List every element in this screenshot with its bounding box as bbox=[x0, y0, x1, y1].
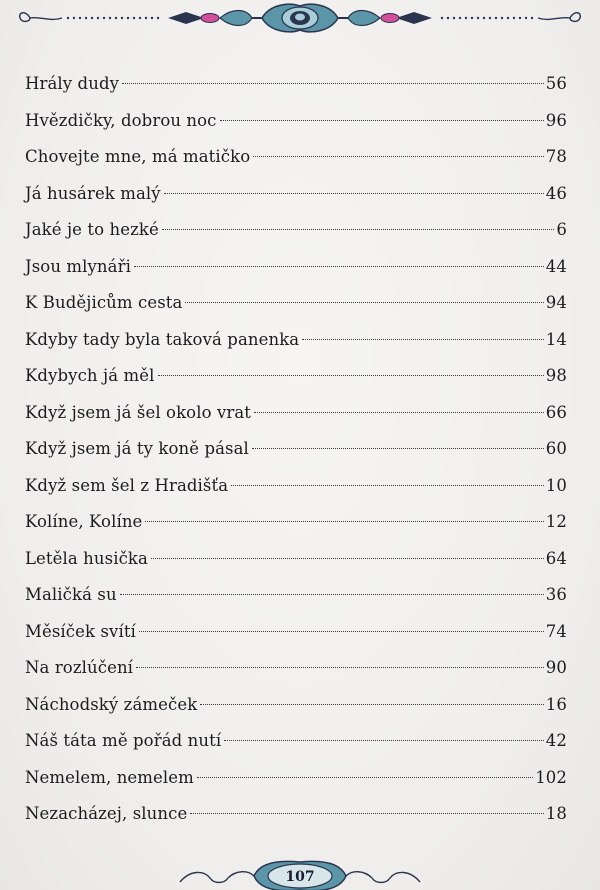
toc-entry-title: Jaké je to hezké bbox=[25, 220, 159, 239]
dot-leader bbox=[224, 740, 544, 741]
toc-entry bbox=[25, 139, 567, 176]
page-number: 107 bbox=[285, 869, 315, 885]
dot-leader bbox=[302, 339, 544, 340]
toc-entry bbox=[25, 760, 567, 797]
toc-entry-page: 16 bbox=[545, 694, 567, 714]
toc-entry-page: 94 bbox=[545, 293, 567, 312]
dot-leader bbox=[134, 266, 544, 267]
dot-leader bbox=[197, 777, 533, 778]
toc-entry-page: 98 bbox=[545, 366, 567, 385]
toc-entry bbox=[25, 687, 567, 724]
dot-leader bbox=[231, 485, 544, 486]
toc-entry bbox=[25, 395, 567, 432]
toc-entry bbox=[25, 358, 567, 395]
toc-entry-page: 90 bbox=[545, 658, 567, 677]
toc-entry-title: Hrály dudy bbox=[25, 74, 120, 93]
toc-entry-title: Na rozlúčení bbox=[25, 658, 134, 677]
table-of-contents bbox=[25, 66, 567, 833]
toc-entry-title: Letěla husička bbox=[25, 548, 148, 568]
toc-entry-title: Když sem šel z Hradišťa bbox=[25, 475, 229, 495]
toc-entry-title: Maličká su bbox=[25, 585, 117, 604]
toc-entry bbox=[25, 577, 567, 614]
toc-entry-page: 102 bbox=[535, 767, 567, 787]
toc-entry-title: Náš táta mě pořád nutí bbox=[25, 731, 222, 750]
dot-leader bbox=[139, 631, 544, 632]
toc-entry-title: Nemelem, nemelem bbox=[25, 767, 194, 787]
dot-leader bbox=[252, 448, 544, 449]
toc-entry-title: Kdyby tady byla taková panenka bbox=[25, 329, 300, 349]
dot-leader bbox=[253, 156, 544, 157]
toc-entry-title: Měsíček svítí bbox=[25, 621, 136, 641]
dot-leader bbox=[151, 558, 544, 559]
toc-entry bbox=[25, 66, 567, 103]
dot-leader bbox=[200, 704, 543, 705]
toc-entry-title: Když jsem já šel okolo vrat bbox=[25, 402, 252, 422]
dot-leader bbox=[190, 813, 543, 814]
toc-entry bbox=[25, 650, 567, 687]
dot-leader bbox=[220, 120, 544, 121]
dot-leader bbox=[254, 412, 544, 413]
toc-entry-page: 36 bbox=[545, 585, 567, 604]
toc-entry-page: 10 bbox=[545, 475, 567, 495]
toc-entry bbox=[25, 468, 567, 505]
toc-entry bbox=[25, 504, 567, 541]
toc-entry-title: Hvězdičky, dobrou noc bbox=[25, 110, 217, 130]
toc-entry-title: Já husárek malý bbox=[25, 183, 161, 203]
dot-leader bbox=[162, 229, 555, 230]
toc-entry-title: K Budějicům cesta bbox=[25, 293, 183, 312]
toc-entry-page: 42 bbox=[545, 731, 567, 750]
toc-entry-page: 18 bbox=[545, 804, 567, 823]
dot-leader bbox=[185, 302, 543, 303]
toc-entry bbox=[25, 723, 567, 760]
toc-entry bbox=[25, 796, 567, 833]
toc-entry-title: Chovejte mne, má matičko bbox=[25, 147, 251, 166]
toc-entry-page: 64 bbox=[545, 548, 567, 568]
toc-entry-title: Kolíne, Kolíne bbox=[25, 512, 143, 531]
toc-entry bbox=[25, 431, 567, 468]
toc-entry bbox=[25, 103, 567, 140]
header-ornament bbox=[0, 0, 600, 34]
toc-entry-page: 46 bbox=[545, 183, 567, 203]
toc-entry bbox=[25, 249, 567, 286]
toc-entry-title: Když jsem já ty koně pásal bbox=[25, 439, 249, 458]
toc-entry-title: Kdybych já měl bbox=[25, 366, 155, 385]
toc-entry bbox=[25, 285, 567, 322]
toc-entry-title: Jsou mlynáři bbox=[25, 256, 131, 276]
toc-entry-page: 12 bbox=[545, 512, 567, 531]
toc-entry-page: 66 bbox=[545, 402, 567, 422]
dot-leader bbox=[145, 521, 543, 522]
toc-entry-page: 56 bbox=[545, 74, 567, 93]
toc-entry-page: 14 bbox=[545, 329, 567, 349]
dot-leader bbox=[136, 667, 544, 668]
toc-entry-title: Náchodský zámeček bbox=[25, 694, 198, 714]
toc-entry bbox=[25, 614, 567, 651]
toc-entry-page: 60 bbox=[545, 439, 567, 458]
dot-leader bbox=[164, 193, 544, 194]
toc-entry-title: Nezacházej, slunce bbox=[25, 804, 188, 823]
dot-leader bbox=[120, 594, 544, 595]
toc-entry bbox=[25, 176, 567, 213]
dot-leader bbox=[158, 375, 544, 376]
toc-entry bbox=[25, 322, 567, 359]
toc-entry-page: 6 bbox=[556, 220, 567, 239]
toc-entry-page: 78 bbox=[545, 147, 567, 166]
toc-entry bbox=[25, 212, 567, 249]
toc-entry-page: 44 bbox=[545, 256, 567, 276]
toc-entry-page: 74 bbox=[545, 621, 567, 641]
toc-entry bbox=[25, 541, 567, 578]
toc-entry-page: 96 bbox=[545, 110, 567, 130]
dot-leader bbox=[122, 83, 544, 84]
